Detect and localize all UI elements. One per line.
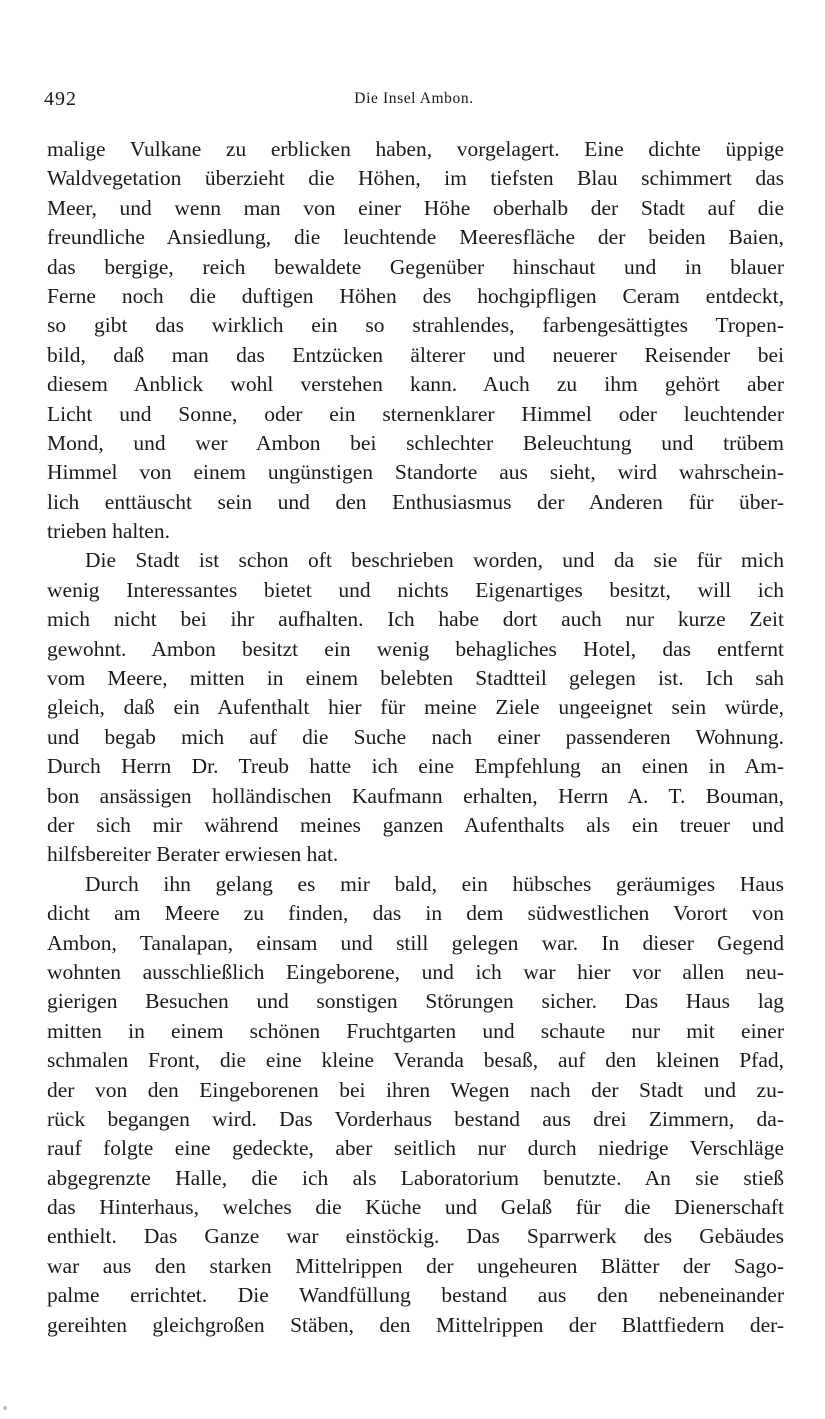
text-line: gewohnt. Ambon besitzt ein wenig behagliches Hotel, das entfernt: [47, 636, 784, 661]
text-line: palme errichtet. Die Wandfüllung bestand aus den nebeneinander: [47, 1283, 784, 1308]
text-line: wenig Interessantes bietet und nichts Eigenartiges besitzt, will ich: [47, 577, 784, 602]
text-line: gleich, daß ein Aufenthalt hier für meine Ziele ungeeignet sein würde,: [47, 695, 784, 720]
text-line: mitten in einem schönen Fruchtgarten und schaute nur mit einer: [47, 1018, 784, 1043]
text-line: Waldvegetation überzieht die Höhen, im tiefsten Blau schimmert das: [47, 166, 784, 191]
text-line: das bergige, reich bewaldete Gegenüber hinschaut und in blauer: [47, 254, 784, 279]
text-line: freundliche Ansiedlung, die leuchtende Meeresfläche der beiden Baien,: [47, 225, 784, 250]
text-line: das Hinterhaus, welches die Küche und Gelaß für die Dienerschaft: [47, 1195, 784, 1220]
page-header: [44, 88, 784, 116]
text-line: Ambon, Tanalapan, einsam und still gelegen war. In dieser Gegend: [47, 930, 784, 955]
running-title: Die Insel Ambon.: [354, 90, 474, 107]
text-line: Mond, und wer Ambon bei schlechter Beleuchtung und trübem: [47, 430, 784, 455]
text-line: schmalen Front, die eine kleine Veranda besaß, auf den kleinen Pfad,: [47, 1048, 784, 1073]
text-line: diesem Anblick wohl verstehen kann. Auch zu ihm gehört aber: [47, 372, 784, 397]
text-line: war aus den starken Mittelrippen der ungeheuren Blätter der Sago-: [47, 1253, 784, 1278]
text-line: Ferne noch die duftigen Höhen des hochgipfligen Ceram entdeckt,: [47, 283, 784, 308]
text-line: dicht am Meere zu finden, das in dem südwestlichen Vorort von: [47, 901, 784, 926]
text-line: hilfsbereiter Berater erwiesen hat.: [47, 842, 339, 867]
text-line: mich nicht bei ihr aufhalten. Ich habe dort auch nur kurze Zeit: [47, 607, 784, 632]
text-line: so gibt das wirklich ein so strahlendes, farbengesättigtes Tropen-: [47, 313, 784, 338]
text-line: Licht und Sonne, oder ein sternenklarer Himmel oder leuchtender: [47, 401, 784, 426]
page-number: 492: [44, 88, 77, 110]
text-line: abgegrenzte Halle, die ich als Laboratorium benutzte. An sie stieß: [47, 1165, 784, 1190]
paragraph-first-line: Durch ihn gelang es mir bald, ein hübsches geräumiges Haus: [85, 871, 784, 896]
text-line: gierigen Besuchen und sonstigen Störungen sicher. Das Haus lag: [47, 989, 784, 1014]
paper-speck: [3, 1406, 7, 1410]
text-line: lich enttäuscht sein und den Enthusiasmus der Anderen für über-: [47, 489, 784, 514]
text-line: rauf folgte eine gedeckte, aber seitlich nur durch niedrige Verschläge: [47, 1136, 784, 1161]
text-line: bon ansässigen holländischen Kaufmann erhalten, Herrn A. T. Bouman,: [47, 783, 784, 808]
text-line: trieben halten.: [47, 519, 170, 544]
text-line: der sich mir während meines ganzen Aufenthalts als ein treuer und: [47, 812, 784, 837]
text-line: malige Vulkane zu erblicken haben, vorgelagert. Eine dichte üppige: [47, 137, 784, 161]
text-line: und begab mich auf die Suche nach einer passenderen Wohnung.: [47, 724, 784, 749]
text-line: rück begangen wird. Das Vorderhaus bestand aus drei Zimmern, da-: [47, 1106, 784, 1131]
text-line: vom Meere, mitten in einem belebten Stadtteil gelegen ist. Ich sah: [47, 666, 784, 691]
text-line: enthielt. Das Ganze war einstöckig. Das Sparrwerk des Gebäudes: [47, 1224, 784, 1249]
text-line: bild, daß man das Entzücken älterer und neuerer Reisender bei: [47, 342, 784, 367]
text-line: Durch Herrn Dr. Treub hatte ich eine Empfehlung an einen in Am-: [47, 754, 784, 779]
body-text: [47, 135, 784, 1340]
text-line: wohnten ausschließlich Eingeborene, und ich war hier vor allen neu-: [47, 959, 784, 984]
text-line: Meer, und wenn man von einer Höhe oberhalb der Stadt auf die: [47, 195, 784, 220]
text-line: gereihten gleichgroßen Stäben, den Mittelrippen der Blattfiedern der-: [47, 1312, 784, 1337]
text-line: der von den Eingeborenen bei ihren Wegen nach der Stadt und zu-: [47, 1077, 784, 1102]
text-line: Himmel von einem ungünstigen Standorte aus sieht, wird wahrschein-: [47, 460, 784, 485]
paragraph-first-line: Die Stadt ist schon oft beschrieben worden, und da sie für mich: [85, 548, 784, 573]
